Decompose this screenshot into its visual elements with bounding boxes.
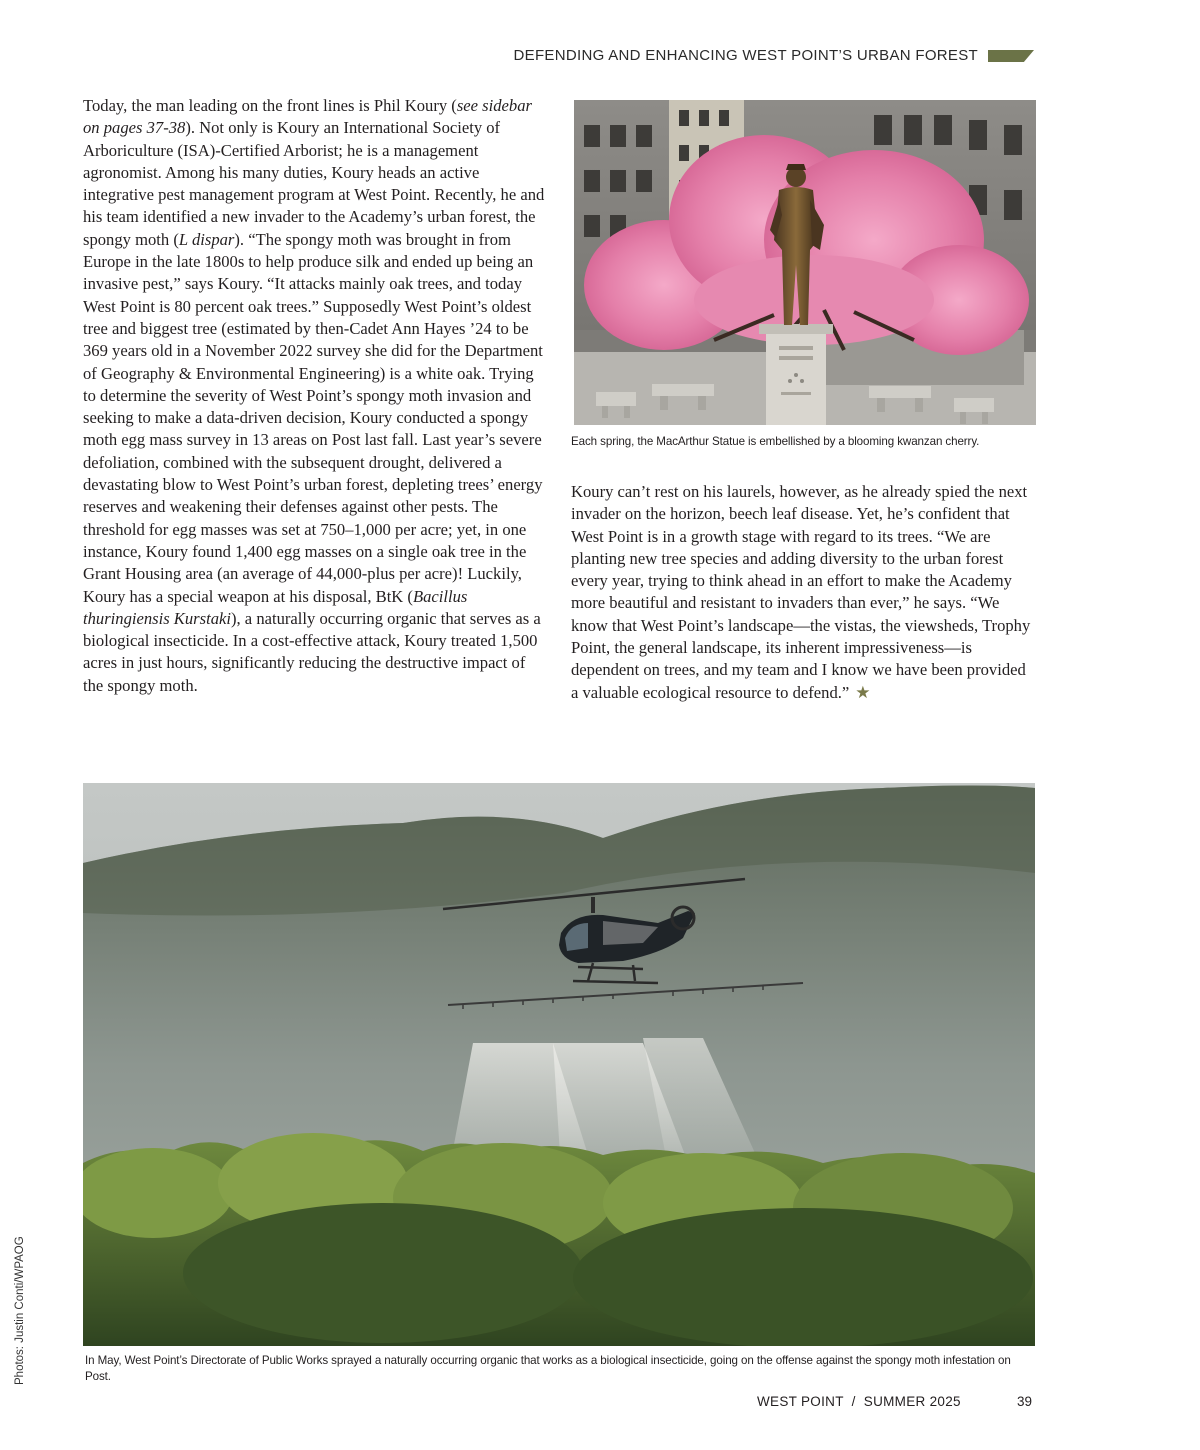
end-of-article-star-icon: ★ xyxy=(855,682,871,702)
article-left-column xyxy=(83,95,548,697)
text-run-italic: Bacillus thuringiensis Kurstaki xyxy=(83,586,468,628)
text-run: ). “The spongy moth was brought in from Europe in the late 1800s to help produce silk and ended up being an invasive pest,” says Koury. “It attacks mainly oak trees, and today West Point is 80 percent oak trees.” Supposedly West Point’s oldest tree and biggest tree (estimated by then-Cadet Ann Hayes ’24 to be 369 years old in a November 2022 survey she did for the Department of Geography & Environmental Engineering) is a white oak. Trying to determine the severity of West Point’s spongy moth invasion and seeking to make a data-driven decision, Koury conducted a spongy moth egg mass survey in 13 areas on Post last fall. Last year’s severe defoliation, combined with the subsequent drought, delivered a devastating blow to West Point’s urban forest, depleting trees’ energy reserves and weakening their defenses against other pests. The threshold for egg masses was set at 750–1,000 per acre; yet, in one instance, Koury found 1,400 egg masses on a single oak tree in the Grant Housing area (an average of 44,000-plus per acre)! Luckily, Koury has a special weapon at his disposal, BtK ( xyxy=(83,229,543,606)
page-number: 39 xyxy=(1017,1394,1033,1409)
statue-photo-caption: Each spring, the MacArthur Statue is embellished by a blooming kwanzan cherry. xyxy=(571,435,980,448)
publication-name: WEST POINT / SUMMER 2025 xyxy=(757,1394,961,1409)
text-run: Koury can’t rest on his laurels, however, as he already spied the next invader on the horizon, beech leaf disease. Yet, he’s confident that West Point is in a growth stage with regard to its trees. “We are planting new tree species and adding diversity to the urban forest every year, trying to think ahead in an effort to make the Academy more beautiful and resistant to invaders than ever,” he says. “We know that West Point’s landscape—the vistas, the viewsheds, Trophy Point, the general landscape, its inherent impressiveness—is dependent on trees, and my team and I know we have been provided a valuable ecological resource to defend.” xyxy=(571,482,1031,702)
text-run-italic: L dispar xyxy=(178,229,235,249)
macarthur-statue-photo xyxy=(574,100,1036,425)
article-right-column xyxy=(571,481,1036,704)
helicopter-spraying-photo xyxy=(83,783,1035,1346)
photo-credit: Photos: Justin Conti/WPAOG xyxy=(14,1236,26,1385)
text-run-italic: see sidebar on pages 37-38 xyxy=(83,96,532,138)
header-accent-tab xyxy=(988,50,1034,62)
helicopter-photo-caption: In May, West Point’s Directorate of Public Works sprayed a naturally occurring organic that works as a biological insecticide, going on the offense against the spongy moth infestation on Post. xyxy=(85,1354,1011,1383)
footer-publication xyxy=(757,1394,961,1409)
text-run: Today, the man leading on the front lines is Phil Koury ( xyxy=(83,96,457,115)
running-header: DEFENDING AND ENHANCING WEST POINT’S URBAN FOREST xyxy=(513,47,978,64)
right-column-paragraph xyxy=(571,481,1036,704)
text-run: ), a naturally occurring organic that serves as a biological insecticide. In a cost-effective attack, Koury treated 1,500 acres in just hours, significantly reducing the destructive impact of the spongy moth. xyxy=(83,608,541,695)
text-run: ). Not only is Koury an International Society of Arboriculture (ISA)-Certified Arborist; he is a management agronomist. Among his many duties, Koury heads an active integrative pest management program at West Point. Recently, he and his team identified a new invader to the Academy’s urban forest, the spongy moth ( xyxy=(83,118,545,249)
left-column-paragraph xyxy=(83,95,548,697)
